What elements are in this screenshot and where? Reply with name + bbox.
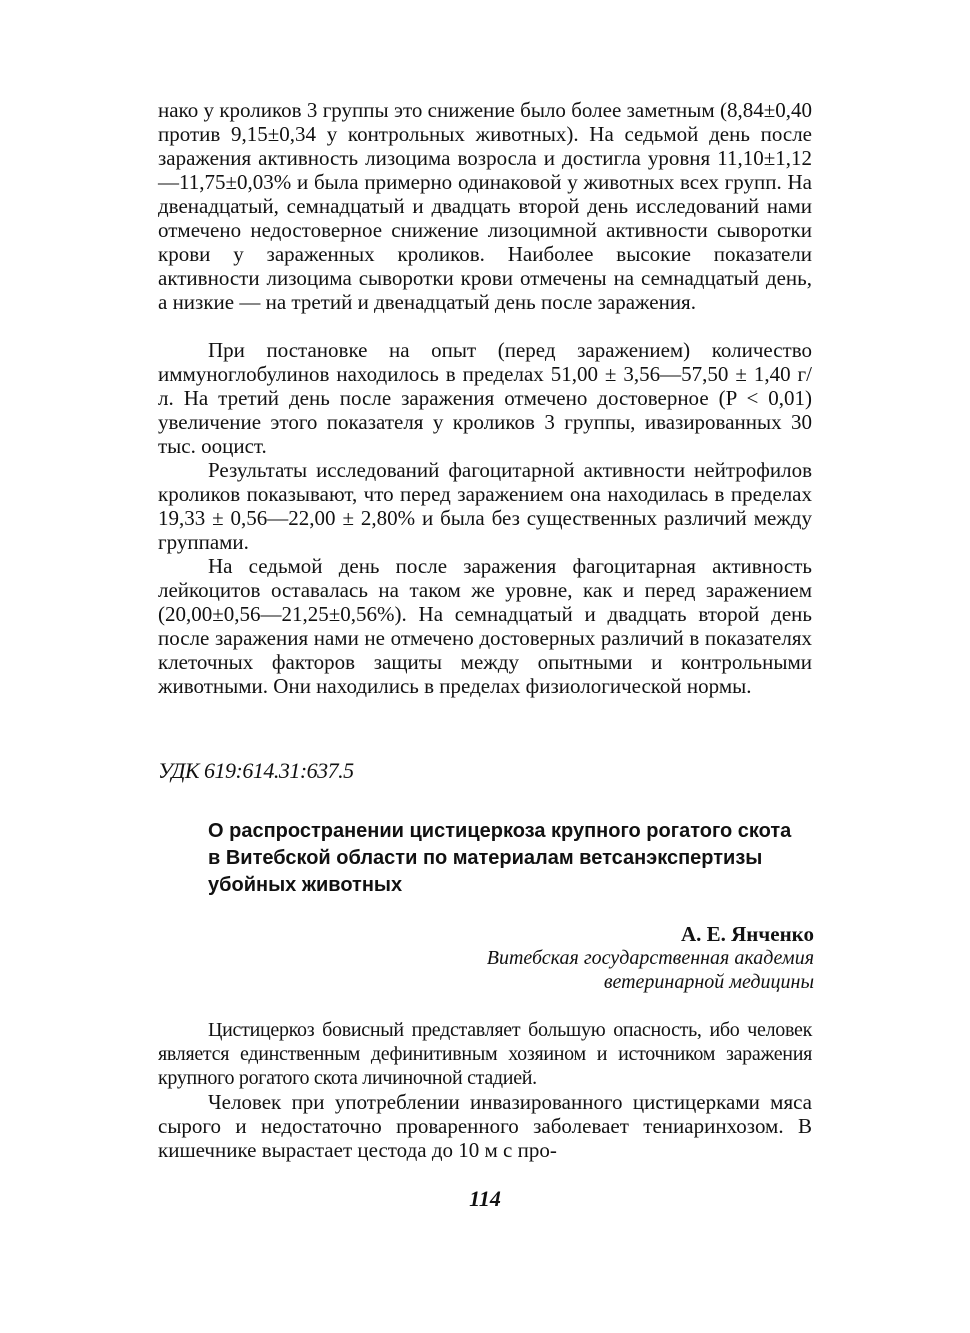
paragraph-human-infection: Человек при употреблении инвазированного цистицерками мяса сырого и недостаточно проваренного заболевает тениаринхозом. В кишечнике вырастает цестода до 10 м с про-: [158, 1090, 812, 1162]
paragraph-phagocytic-activity: Результаты исследований фагоцитарной активности нейтрофилов кроликов показывают, что перед заражением она находилась в пределах 19,33 ± 0,56—22,00 ± 2,80% и была без существенных различий между группами.: [158, 458, 812, 554]
paragraph-lysozyme-continued: нако у кроликов 3 группы это снижение было более заметным (8,84±0,40 против 9,15±0,34 у контрольных животных). На седьмой день после заражения активность лизоцима возросла и достигла уровня 11,10±1,12—11,75±0,03% и была примерно одинаковой у животных всех групп. На двенадцатый, семнадцатый и двадцать второй день исследований нами отмечено недостоверное снижение лизоцимной активности сыворотки крови у зараженных кроликов. Наиболее высокие показатели активности лизоцима сыворотки крови отмечены на семнадцатый день, а низкие — на третий и двенадцатый день после заражения.: [158, 98, 812, 314]
author-affiliation: Витебская государственная академия ветеринарной медицины: [486, 947, 814, 993]
udk-code: УДК 619:614.31:637.5: [158, 758, 354, 783]
paragraph-immunoglobulins: При постановке на опыт (перед заражением) количество иммуноглобулинов находилось в пределах 51,00 ± 3,56—57,50 ± 1,40 г/л. На третий день после заражения отмечено достоверное (P < 0,01) увеличение этого показателя у кроликов 3 группы, ивазированных 30 тыс. ооцист.: [158, 338, 812, 458]
author-name: А. Е. Янченко: [680, 922, 814, 946]
paragraph-seventh-day: На седьмой день после заражения фагоцитарная активность лейкоцитов оставалась на таком же уровне, как и перед заражением (20,00±0,56—21,25±0,56%). На семнадцатый и двадцать второй день после заражения нами не отмечено достоверных различий в показателях клеточных факторов защиты между опытными и контрольными животными. Они находились в пределах физиологической нормы.: [158, 554, 812, 698]
page-number: 114: [469, 1186, 501, 1211]
paragraph-cysticercosis-intro: Цистицеркоз бовисный представляет большую опасность, ибо человек является единственным дефинитивным хозяином и источником заражения крупного рогатого скота личиночной стадией.: [158, 1019, 812, 1089]
article-title: О распространении цистицеркоза крупного рогатого скота в Витебской области по материалам ветсанэкспертизы убойных животных: [208, 820, 792, 896]
